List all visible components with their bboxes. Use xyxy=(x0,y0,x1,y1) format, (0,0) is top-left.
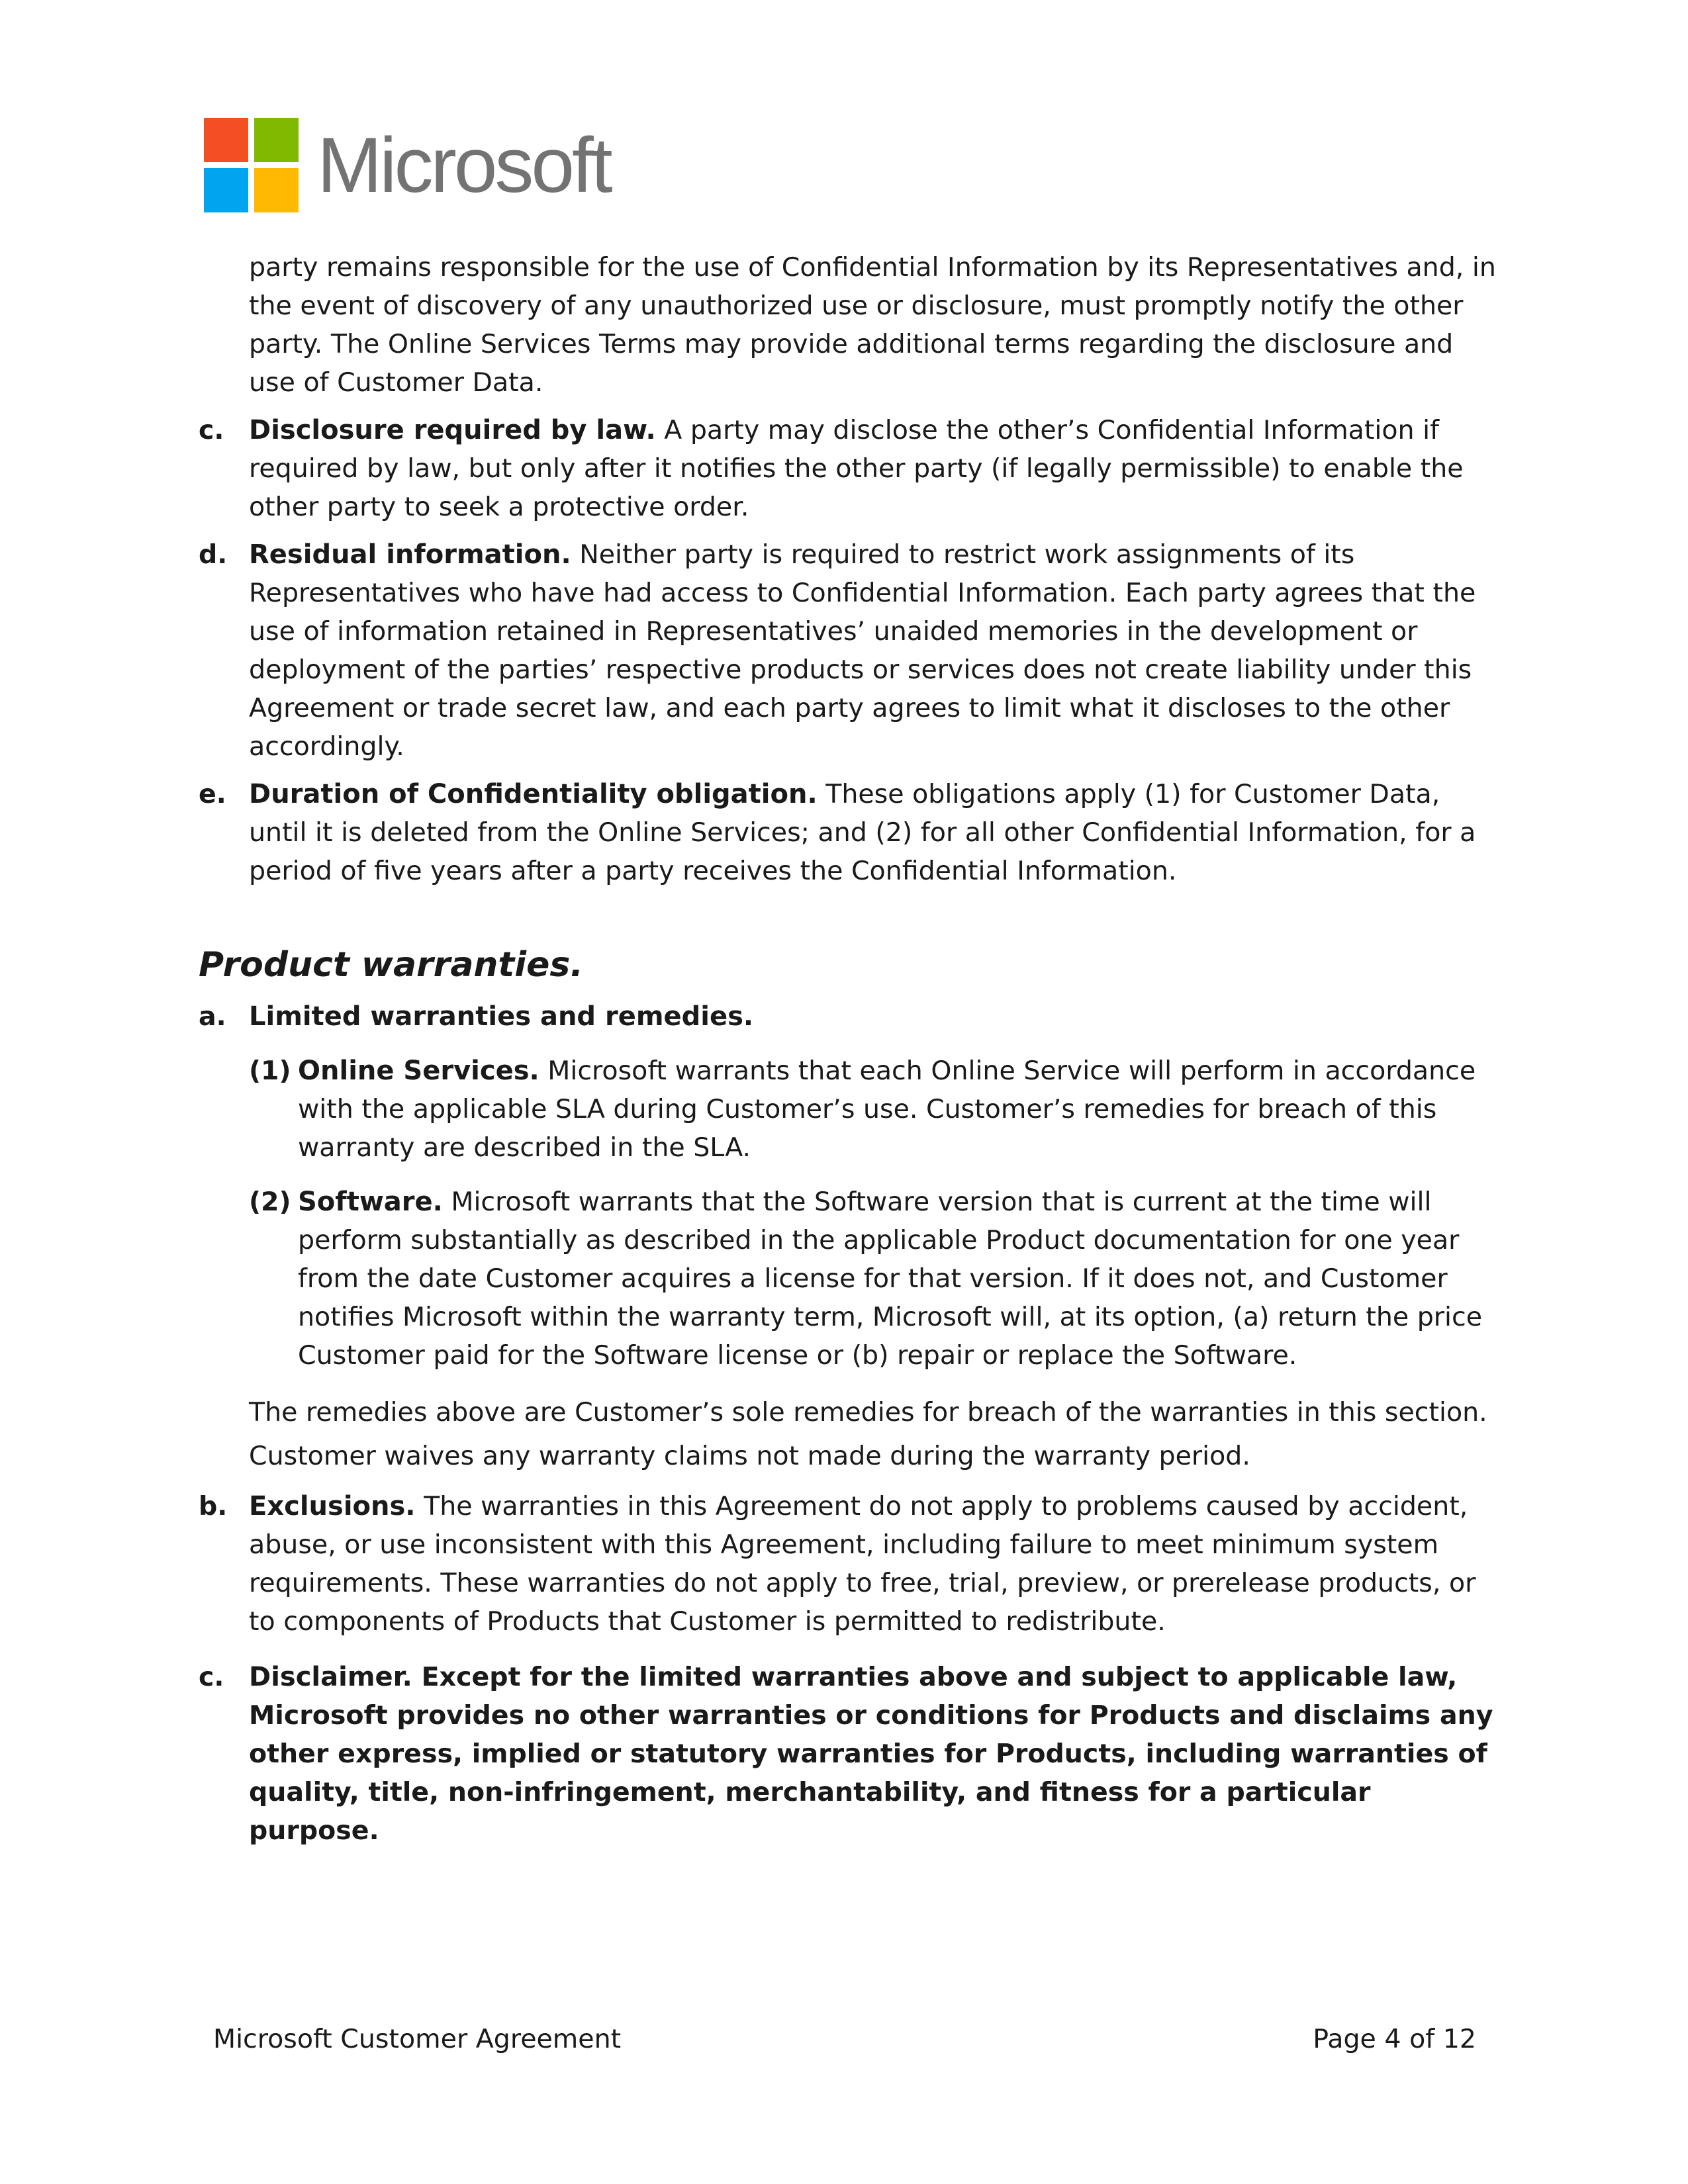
clause-heading: Disclosure required by law. xyxy=(249,415,656,445)
clause-b-exclusions xyxy=(199,1487,1496,1641)
subclause-software xyxy=(199,1183,1496,1375)
intro-paragraph: party remains responsible for the use of Confidential Information by its Representatives and, in the event of discovery of any unauthorized use or disclosure, must promptly notify the other party. The Online Services Terms may provide additional terms regarding the disclosure and use of Customer Data. xyxy=(249,252,1496,398)
clause-marker: a. xyxy=(199,1001,226,1032)
subclause-text: Microsoft warrants that the Software version that is current at the time will perform substantially as described in the applicable Product documentation for one year from the date Customer acquires a license for that version. If it does not, and Customer notifies Microsoft within the warranty term, Microsoft will, at its option, (a) return the price Customer paid for the Software license or (b) repair or replace the Software. xyxy=(298,1187,1483,1371)
clause-marker: c. xyxy=(199,1662,224,1692)
subclause-marker: (2) xyxy=(249,1187,291,1217)
clause-text: A party may disclose the other’s Confidential Information if required by law, but only after it notifies the other party (if legally permissible) to enable the other party to seek a protective order. xyxy=(249,415,1464,522)
clause-a-limited-warranties xyxy=(199,997,1496,1036)
logo-square-green xyxy=(254,118,299,162)
clause-d-residual xyxy=(199,535,1496,766)
microsoft-logo xyxy=(204,118,610,212)
footer-title: Microsoft Customer Agreement xyxy=(213,2024,622,2054)
logo-square-yellow xyxy=(254,168,299,212)
document-body xyxy=(199,248,1496,1850)
clause-marker: e. xyxy=(199,779,226,809)
clause-marker: c. xyxy=(199,415,224,445)
windows-logo-icon xyxy=(204,118,299,212)
clause-heading: Residual information. xyxy=(249,539,571,570)
logo-wordmark: Microsoft xyxy=(317,121,610,209)
page-number: Page 4 of 12 xyxy=(1313,2024,1476,2054)
clause-text: The warranties in this Agreement do not apply to problems caused by accident, abuse, or use inconsistent with this Agreement, including failure to meet minimum system requirements. These warranties do not apply to free, trial, preview, or prerelease products, or to components of Products that Customer is permitted to redistribute. xyxy=(249,1491,1476,1637)
subclause-text: Microsoft warrants that each Online Service will perform in accordance with the applicable SLA during Customer’s use. Customer’s remedies for breach of this warranty are described in the SLA. xyxy=(298,1056,1476,1163)
clause-marker: b. xyxy=(199,1491,228,1522)
subclause-online-services xyxy=(199,1052,1496,1167)
clause-e-duration xyxy=(199,775,1496,890)
subclause-heading: Software. xyxy=(298,1187,443,1217)
clause-heading: Duration of Confidentiality obligation. xyxy=(249,779,818,809)
subclause-heading: Online Services. xyxy=(298,1056,539,1086)
clause-text: Neither party is required to restrict work assignments of its Representatives who have had access to Confidential Information. Each party agrees that the use of information retained in Representatives’ unaided memories in the development or deployment of the parties’ respective products or services does not create liability under this Agreement or trade secret law, and each party agrees to limit what it discloses to the other accordingly. xyxy=(249,539,1476,762)
subclause-marker: (1) xyxy=(249,1056,291,1086)
clause-c-disclaimer xyxy=(199,1658,1496,1850)
logo-square-blue xyxy=(204,168,248,212)
logo-square-red xyxy=(204,118,248,162)
clause-c-disclosure xyxy=(199,411,1496,526)
clause-heading: Limited warranties and remedies. xyxy=(249,1001,754,1032)
clause-heading: Disclaimer. xyxy=(249,1662,412,1692)
clause-heading: Exclusions. xyxy=(249,1491,416,1522)
clause-marker: d. xyxy=(199,539,228,570)
clause-text: These obligations apply (1) for Customer Data, until it is deleted from the Online Services; and (2) for all other Confidential Information, for a period of five years after a party receives the Confidential Information. xyxy=(249,779,1476,886)
section-title: Product warranties. xyxy=(199,945,584,985)
clause-text: Except for the limited warranties above and subject to applicable law, Microsoft provides no other warranties or conditions for Products and disclaims any other express, implied or statutory warranties for Products, including warranties of quality, title, non-infringement, merchantability, and fitness for a particular purpose. xyxy=(249,1662,1493,1846)
remedies-note: The remedies above are Customer’s sole remedies for breach of the warranties in this section. Customer waives any warranty claims not made during the warranty period. xyxy=(249,1397,1487,1471)
